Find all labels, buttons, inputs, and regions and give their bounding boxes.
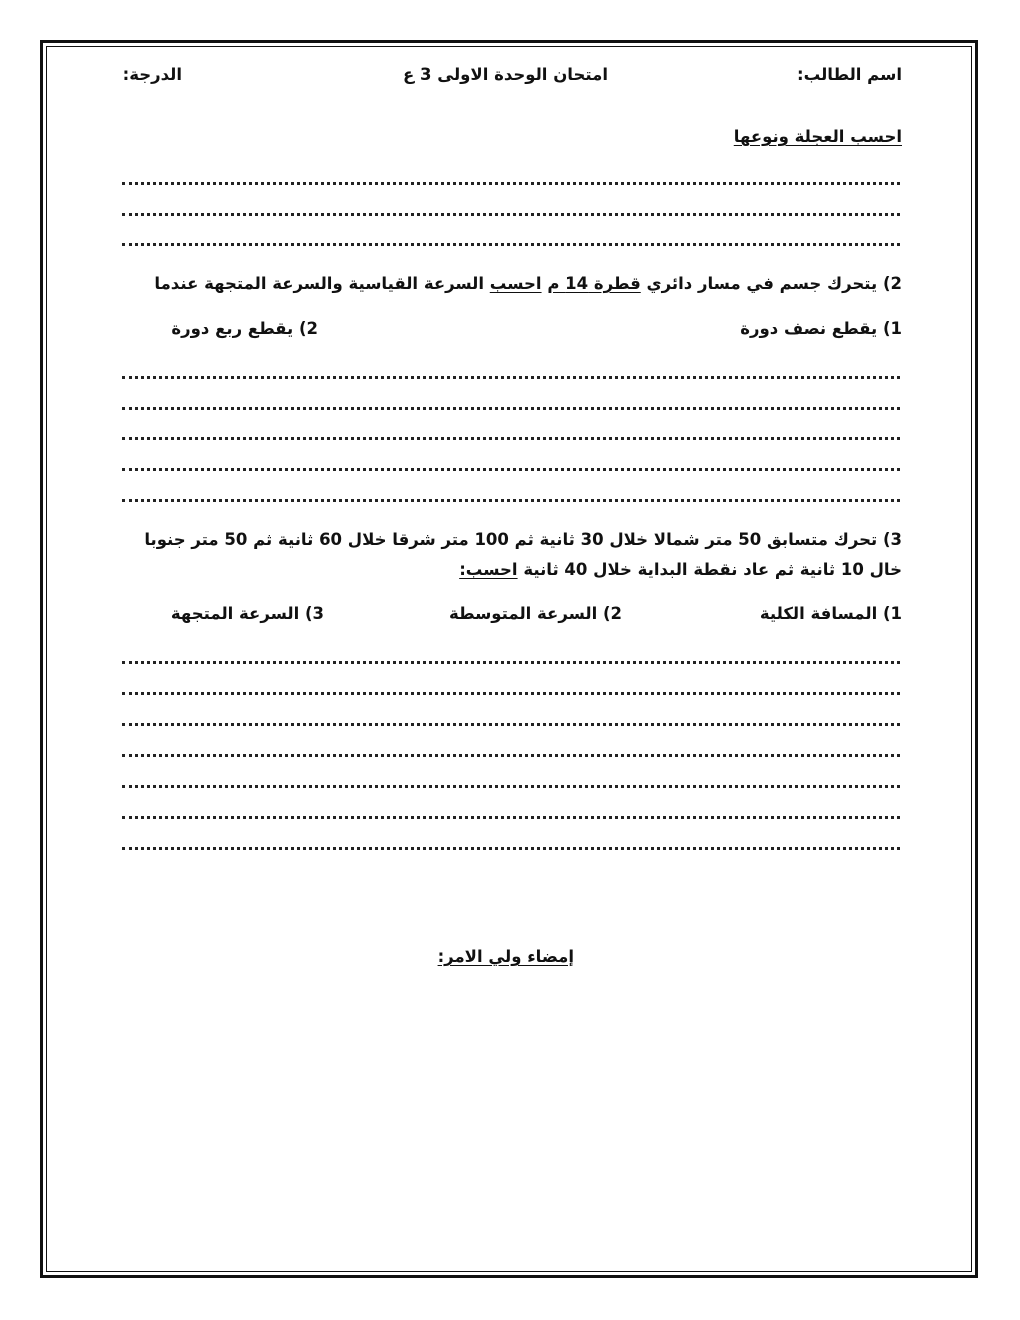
question-2-text-part1: 2) يتحرك جسم في مسار دائري	[640, 274, 902, 293]
answer-line	[122, 182, 900, 185]
answer-line	[122, 213, 900, 216]
question-2-sub1: 1) يقطع نصف دورة	[740, 319, 902, 338]
answer-line	[122, 723, 900, 726]
answer-line	[122, 785, 900, 788]
student-name-label: اسم الطالب:	[797, 65, 902, 84]
question-3-line2	[459, 559, 902, 581]
answer-line	[122, 499, 900, 502]
question-2-calc-word: احسب	[489, 274, 542, 293]
answer-line	[122, 243, 900, 246]
question-3-sub2: 2) السرعة المتوسطة	[449, 604, 622, 623]
question-3-sub1: 1) المسافة الكلية	[759, 604, 902, 623]
answer-line	[122, 754, 900, 757]
guardian-signature-label: إمضاء ولي الامر:	[437, 947, 574, 966]
exam-title: امتحان الوحدة الاولى 3 ع	[403, 65, 608, 84]
answer-line	[122, 468, 900, 471]
page-border-inner	[46, 46, 972, 1272]
question-3-line1: 3) تحرك متسابق 50 متر شمالا خلال 30 ثانية ثم 100 متر شرقا خلال 60 ثانية ثم 50 متر جنوبا	[144, 530, 902, 549]
answer-line	[122, 376, 900, 379]
question-2-text	[154, 273, 902, 295]
answer-line	[122, 661, 900, 664]
answer-line	[122, 847, 900, 850]
answer-line	[122, 692, 900, 695]
grade-label: الدرجة:	[122, 65, 182, 84]
question-2-text-part3: السرعة القياسية والسرعة المتجهة عندما	[154, 274, 490, 293]
question-2-diameter: قطرة 14 م	[547, 274, 641, 293]
question-3-sub3: 3) السرعة المتجهة	[170, 604, 324, 623]
answer-line	[122, 437, 900, 440]
question-3-line2-text: خال 10 ثانية ثم عاد نقطة البداية خلال 40 ثانية	[517, 560, 902, 579]
answer-line	[122, 407, 900, 410]
question-3-calc-word: احسب:	[459, 560, 518, 579]
question-1-prompt: احسب العجلة ونوعها	[733, 127, 902, 146]
answer-line	[122, 816, 900, 819]
question-2-sub2: 2) يقطع ربع دورة	[171, 319, 318, 338]
